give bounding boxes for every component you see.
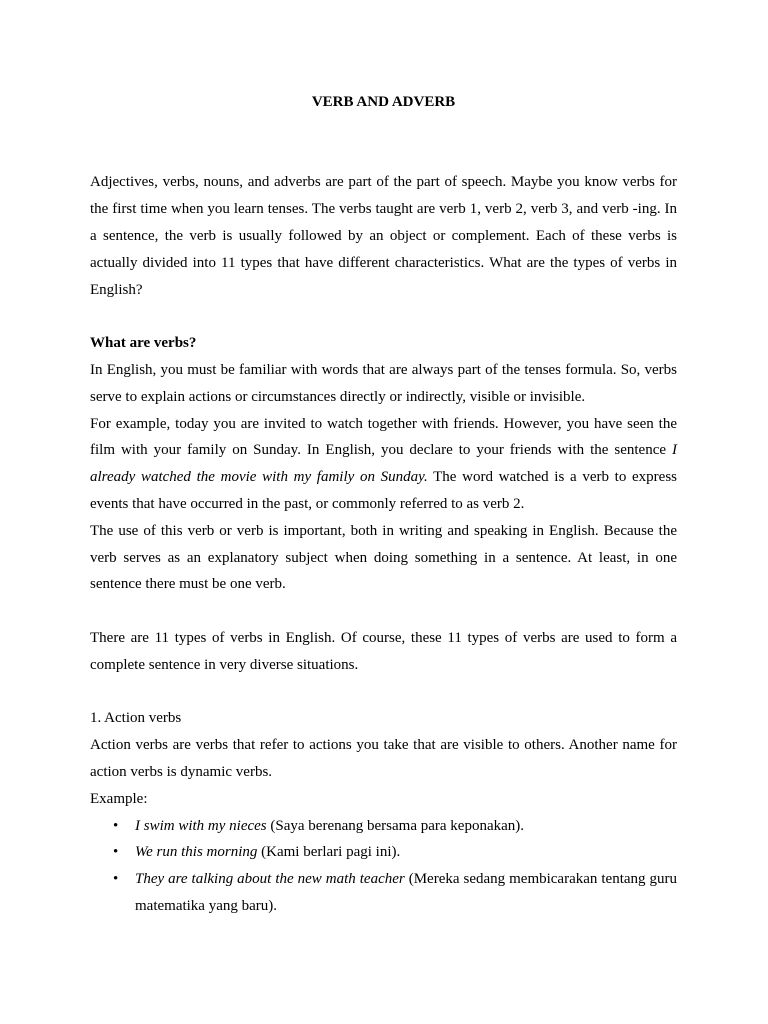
list-item bbox=[90, 813, 677, 840]
example-english: They are talking about the new math teacher bbox=[135, 871, 405, 888]
list-item bbox=[90, 866, 677, 920]
importance-paragraph: The use of this verb or verb is important, both in writing and speaking in English. Because the verb serves as an explanatory subject when doing something in a sentence. At least, in one sentence there must be one verb. bbox=[90, 522, 677, 593]
example-paragraph-text-start: For example, today you are invited to watch together with friends. However, you have seen the film with your family on Sunday. In English, you declare to your friends with the sentence bbox=[90, 415, 677, 459]
document-body bbox=[90, 89, 677, 920]
spacer bbox=[90, 598, 677, 625]
example-sentence: I already watched the movie with my family on Sunday. bbox=[90, 442, 677, 486]
types-intro-paragraph: There are 11 types of verbs in English. Of course, these 11 types of verbs are used to form a complete sentence in very diverse situations. bbox=[90, 629, 677, 673]
spacer bbox=[90, 116, 677, 170]
example-translation: (Kami berlari pagi ini). bbox=[257, 844, 401, 861]
examples-list bbox=[90, 813, 677, 920]
example-english: I swim with my nieces bbox=[135, 817, 267, 834]
bullet-icon: • bbox=[113, 844, 119, 861]
spacer bbox=[90, 303, 677, 330]
example-translation: (Mereka sedang membicarakan tentang guru matematika yang baru). bbox=[135, 871, 678, 914]
bullet-icon: • bbox=[113, 817, 119, 834]
example-paragraph bbox=[90, 411, 677, 518]
example-translation: (Saya berenang bersama para keponakan). bbox=[266, 817, 525, 834]
bullet-icon: • bbox=[113, 871, 119, 888]
list-item bbox=[90, 839, 677, 866]
example-english: We run this morning bbox=[135, 844, 258, 861]
spacer bbox=[90, 679, 677, 706]
example-label: Example: bbox=[90, 790, 148, 807]
action-verbs-heading: 1. Action verbs bbox=[90, 710, 182, 727]
example-paragraph-text-end: The word watched is a verb to express events that have occurred in the past, or commonly referred to as verb 2. bbox=[90, 469, 677, 512]
intro-paragraph: Adjectives, verbs, nouns, and adverbs are part of the part of speech. Maybe you know verbs for the first time when you learn tenses. The verbs taught are verb 1, verb 2, verb 3, and verb -ing. In a sentence, the verb is usually followed by an object or complement. Each of these verbs is actually divided into 11 types that have different characteristics. What are the types of verbs in English? bbox=[90, 174, 677, 298]
definition-paragraph: In English, you must be familiar with words that are always part of the tenses formula. So, verbs serve to explain actions or circumstances directly or indirectly, visible or invisible. bbox=[90, 361, 677, 405]
section-heading: What are verbs? bbox=[90, 335, 197, 352]
action-verbs-description: Action verbs are verbs that refer to actions you take that are visible to others. Another name for action verbs is dynamic verbs. bbox=[90, 737, 677, 780]
document-title: VERB AND ADVERB bbox=[311, 94, 456, 110]
